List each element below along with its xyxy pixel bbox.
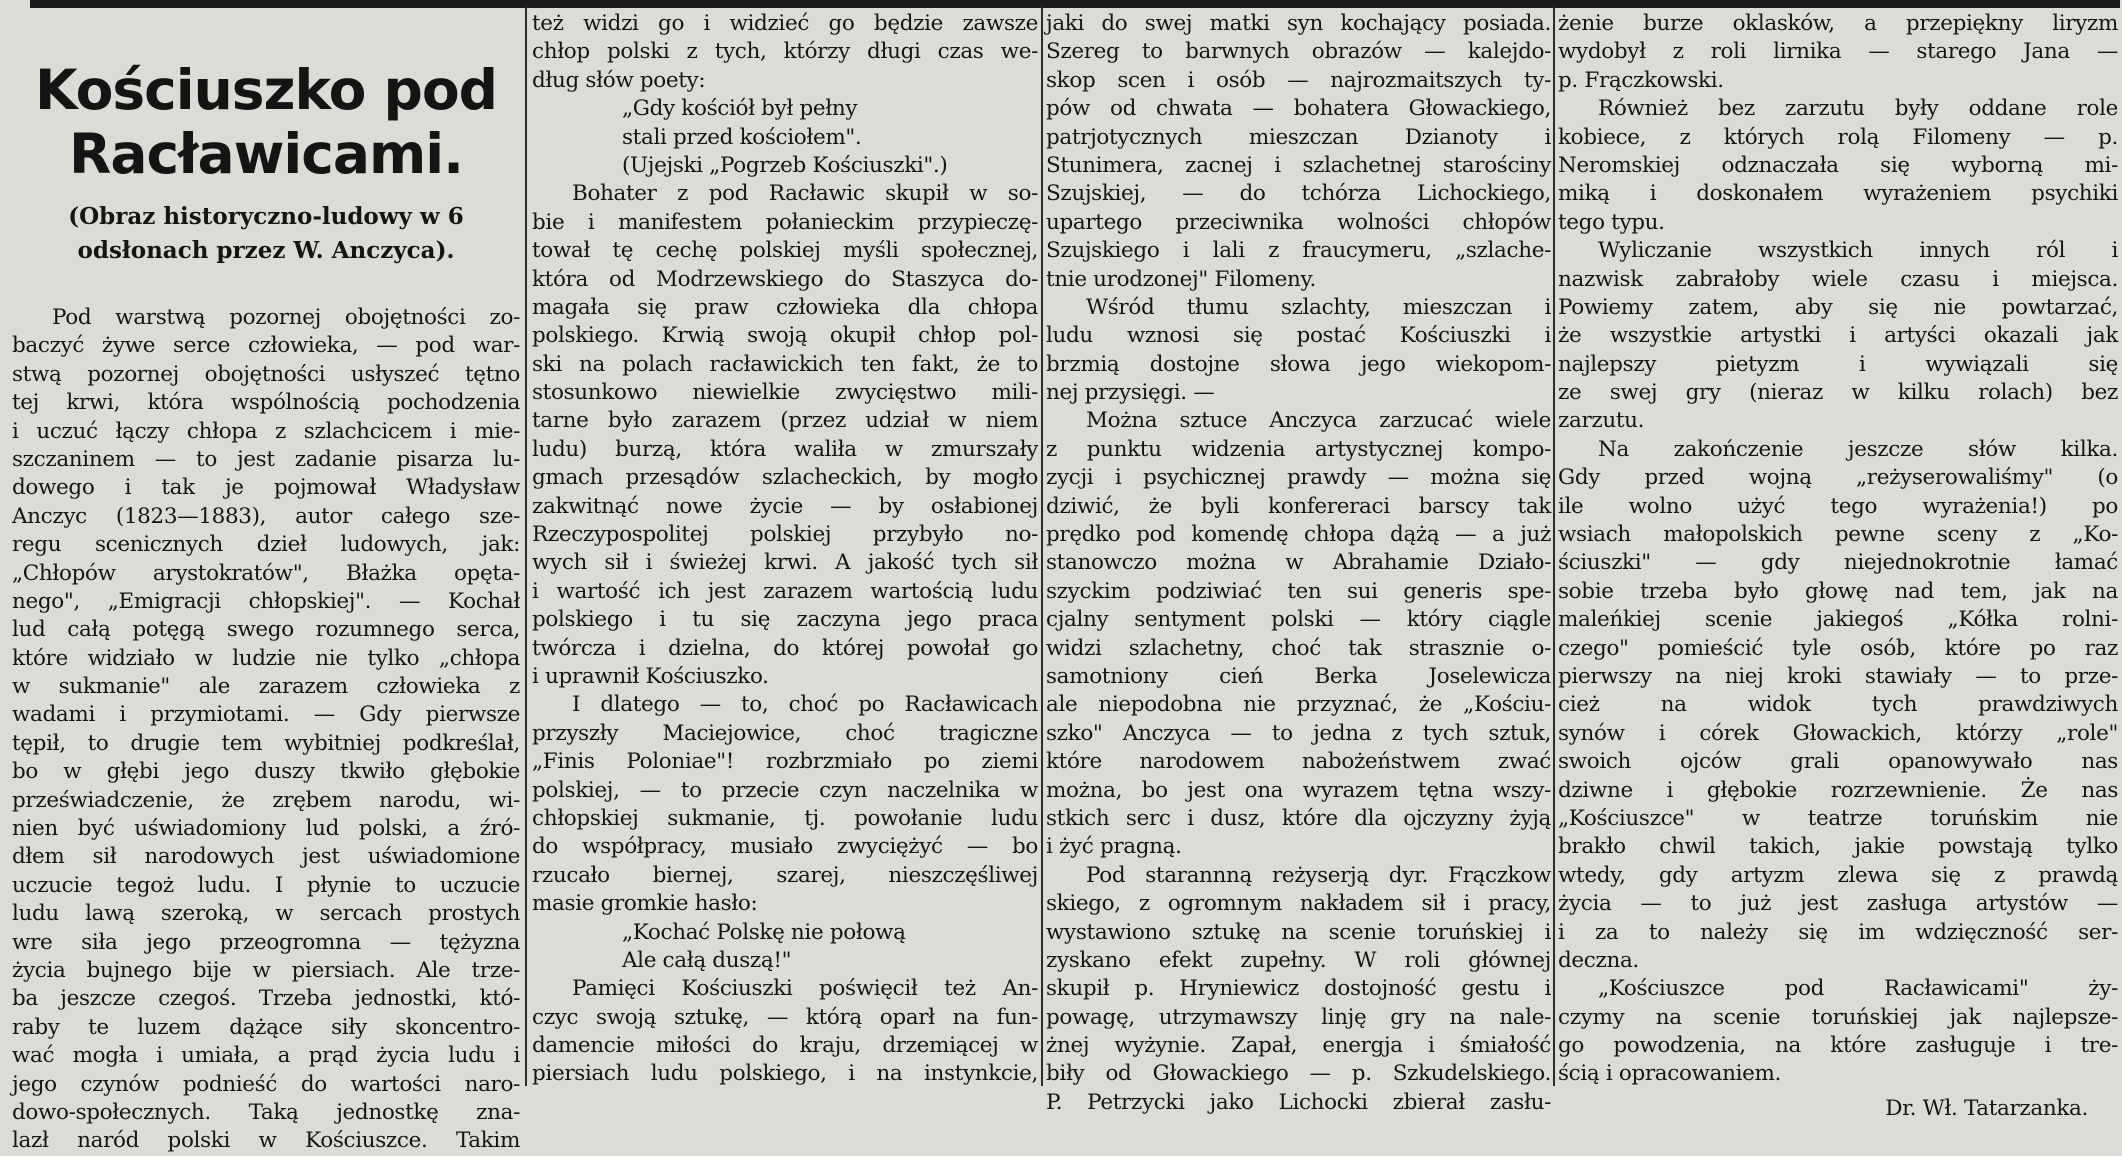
text-line: Rzeczypospolitej polskiej przybyło no- (532, 522, 1038, 548)
text-line: Ale całą duszą!" (622, 947, 792, 973)
text-line: żenie burze oklasków, a przepiękny liryzm (1558, 11, 2118, 36)
text-line: Pod warstwą pozornej obojętności zo- (52, 305, 520, 330)
text-line: Anczyc (1823—1883), autor całego sze- (12, 503, 520, 529)
text-line: Można sztuce Anczyca zarzucać wiele (1086, 408, 1551, 434)
text-line: czego" pomieścić tyle osób, które po raz (1558, 635, 2118, 661)
article-title: Kościuszko pod Racławicami. (34, 58, 498, 186)
text-line: życia bujnego bije w piersiach. Ale trze- (12, 957, 520, 983)
text-line: stwą pozornej obojętności usłyszeć tętno (12, 361, 520, 387)
text-line: że wszystkie artystki i artyści okazali jak (1558, 323, 2118, 349)
text-line: stanowczo można w Abrahamie Działo- (1046, 550, 1551, 576)
text-line: i uprawnił Kościuszko. (532, 663, 769, 689)
text-line: jaki do swej matki syn kochający posiada. (1046, 11, 1551, 36)
text-line: tępił, to drugie tem wybitniej podkreślał, (12, 730, 520, 756)
text-line: czymy na scenie toruńskiej jak najlepsze- (1558, 1004, 2118, 1030)
text-line: ludu) burzą, która waliła w zmurszały (532, 436, 1038, 462)
column-text (12, 304, 520, 1156)
text-line: zarzutu. (1558, 408, 1645, 434)
text-line: „Kościuszce" w teatrze toruńskim nie (1558, 805, 2118, 831)
text-line: swoich ojców grali opanowywało nas (1558, 749, 2118, 775)
text-line: najlepszy pietyzm i wywiązali się (1558, 351, 2118, 377)
text-line: upartego przeciwnika wolności chłopów (1046, 209, 1551, 235)
text-line: zakwitnąć nowe życie — by osłabionej (532, 493, 1038, 519)
text-line: kobiece, z których rolą Filomeny — p. (1558, 124, 2118, 150)
column-divider (1553, 6, 1555, 1086)
text-line: dziwne i głębokie rozrzewnienie. Że nas (1558, 777, 2118, 803)
text-line: ba jeszcze czegoś. Trzeba jednostki, któ- (12, 986, 520, 1012)
text-line: stkich serc i dusz, które dla ojczyzny żyją (1046, 805, 1551, 831)
text-line: synów i córek Głowackich, którzy „role" (1558, 720, 2118, 746)
text-line: „Kochać Polskę nie połową (622, 919, 906, 945)
text-line: Pod starannną reżyserją dyr. Frączkow (1086, 862, 1551, 888)
text-line: prędko pod komendę chłopa dążą — a już (1046, 522, 1551, 548)
text-line: ale niepodobna nie przyznać, że „Kościu- (1046, 692, 1551, 718)
text-line: (Ujejski „Pogrzeb Kościuszki".) (622, 152, 948, 178)
text-line: brakło chwil takich, jakie powstają tylko (1558, 834, 2118, 860)
text-line: stosunkowo niewielkie zwycięstwo mili- (532, 380, 1038, 406)
text-line: szko" Anczyca — to jedna z tych sztuk, (1046, 720, 1551, 746)
text-line: dłem sił narodowych jest uświadomione (12, 844, 520, 870)
text-line: zyskano efekt zupełny. W roli głównej (1046, 947, 1551, 973)
text-line: gmach przesądów szlacheckich, by mogło (532, 465, 1038, 491)
text-line: uczucie tegoż ludu. I płynie to uczucie (12, 872, 520, 898)
column-text (532, 10, 1038, 1089)
text-line: przyszły Maciejowice, choć tragiczne (532, 720, 1038, 746)
text-line: Na zakończenie jeszcze słów kilka. (1598, 436, 2118, 462)
text-line: skupił p. Hryniewicz dostojność gestu i (1046, 976, 1551, 1002)
text-line: polskiego i tu się zaczyna jego praca (532, 607, 1038, 633)
text-line: I dlatego — to, choć po Racławicach (572, 692, 1038, 718)
text-line: patrjotycznych mieszczan Dzianoty i (1046, 124, 1551, 150)
text-line: „Chłopów arystokratów", Błażka opęta- (12, 560, 520, 586)
text-line: szyckim podziwiać ten sui generis spe- (1046, 578, 1551, 604)
text-line: ludu wznosi się postać Kościuszki i (1046, 323, 1551, 349)
text-line: brzmią dostojne słowa jego wiekopom- (1046, 351, 1551, 377)
text-line: nego", „Emigracji chłopskiej". — Kochał (12, 588, 520, 614)
top-rule (30, 0, 2120, 8)
text-line: Szereg to barwnych obrazów — kalejdo- (1046, 39, 1551, 65)
text-line: go powodzenia, na które zasługuje i tre- (1558, 1033, 2118, 1059)
text-line: Wyliczanie wszystkich innych ról i (1598, 238, 2118, 264)
text-line: i za to należy się im wdzięczność ser- (1558, 919, 2118, 945)
text-line: widzi szlachetny, choć tak strasznie o- (1046, 635, 1551, 661)
text-line: ściuszki" — gdy niejednokrotnie łamać (1558, 550, 2118, 576)
text-line: ze swej gry (nieraz w kilku rolach) bez (1558, 380, 2118, 406)
text-line: wać mogła i umiała, a prąd życia ludu i (12, 1043, 520, 1069)
text-line: samotniony cień Berka Joselewicza (1046, 663, 1551, 689)
text-line: lazł naród polski w Kościuszce. Takim (12, 1128, 520, 1154)
text-line: żnej wyżynie. Zapał, energja i śmiałość (1046, 1033, 1551, 1059)
text-line: czyc swoją sztukę, — którą oparł na fun- (532, 1004, 1038, 1030)
text-line: pierwszy na niej kroki stawiały — to prze- (1558, 663, 2118, 689)
text-line: tnie urodzonej" Filomeny. (1046, 266, 1316, 292)
text-line: które narodowem nabożeństwem zwać (1046, 749, 1551, 775)
text-line: nien być uświadomiony lud polski, a źró- (12, 816, 520, 842)
text-line: wtedy, gdy artyzm zlewa się z prawdą (1558, 862, 2118, 888)
text-line: Wśród tłumu szlachty, mieszczan i (1086, 294, 1551, 320)
column-2 (532, 10, 1038, 1086)
text-line: cjalny sentyment polski — który ciągle (1046, 607, 1551, 633)
text-line: rzucało biernej, szarej, nieszczęśliwej (532, 862, 1038, 888)
text-line: cież na widok tych prawdziwych (1558, 692, 2118, 718)
text-line: nej przysięgi. — (1046, 380, 1215, 406)
text-line: zycji i psychicznej prawdy — można się (1046, 465, 1551, 491)
text-line: Szujskiej, — do tchórza Lichockiego, (1046, 181, 1551, 207)
text-line: wadami i przymiotami. — Gdy pierwsze (12, 702, 520, 728)
text-line: z punktu widzenia artystycznej kompo- (1046, 436, 1551, 462)
text-line: piersiach ludu polskiego, i na instynkcie, (532, 1061, 1038, 1087)
text-line: życia — to już jest zasługa artystów — (1558, 891, 2118, 917)
text-line: wsiach małopolskich pewne sceny z „Ko- (1558, 522, 2118, 548)
column-divider (525, 6, 527, 1086)
text-line: magała się praw człowieka dla chłopa (532, 294, 1038, 320)
article-subtitle: (Obraz historyczno-ludowy w 6 odsłonach przez W. Anczyca). (68, 203, 464, 264)
text-line: chłop polski z tych, którzy długi czas we- (532, 39, 1038, 65)
text-line: baczyć żywe serce człowieka, — pod war- (12, 333, 520, 359)
text-line: wystawiono sztukę na scenie toruńskiej i (1046, 919, 1551, 945)
text-line: pów od chwata — bohatera Głowackiego, (1046, 96, 1551, 122)
text-line: raby te luzem dążące siły skoncentro- (12, 1014, 520, 1040)
text-line: dziwić, że byli konfereraci barscy tak (1046, 493, 1551, 519)
text-line: tował tę cechę polskiej myśli społecznej, (532, 238, 1038, 264)
text-line: ludu lawą szeroką, w sercach prostych (12, 901, 520, 927)
text-line: do współpracy, musiało zwyciężyć — bo (532, 834, 1038, 860)
text-line: powagę, utrzymawszy linję gry na nale- (1046, 1004, 1551, 1030)
text-line: damencie miłości do kraju, drzemiącej w (532, 1033, 1038, 1059)
text-line: Bohater z pod Racławic skupił w so- (572, 181, 1038, 207)
text-line: miką i doskonałem wyrażeniem psychiki (1558, 181, 2118, 207)
text-line: twórcza i dzielna, do której powołał go (532, 635, 1038, 661)
text-line: deczna. (1558, 947, 1639, 973)
text-line: szczaninem — to jest zadanie pisarza lu- (12, 446, 520, 472)
column-divider (1041, 6, 1043, 1086)
text-line: Neromskiej odznaczała się wyborną mi- (1558, 152, 2118, 178)
column-4 (1558, 10, 2118, 1121)
text-line: przeświadczenie, że zrębem narodu, wi- (12, 787, 520, 813)
text-line: P. Petrzycki jako Lichocki zbierał zasłu- (1046, 1089, 1551, 1115)
text-line: polskiej, — to przecie czyn naczelnika w (532, 777, 1038, 803)
text-line: polskiego. Krwią swoją okupił chłop pol- (532, 323, 1038, 349)
text-line: tego typu. (1558, 209, 1665, 235)
text-line: i żyć pragną. (1046, 834, 1182, 860)
text-line: i wartość ich jest zarazem wartością ludu (532, 578, 1038, 604)
column-text (1046, 10, 1551, 1117)
text-line: dowego i tak je pojmował Władysław (12, 475, 520, 501)
text-line: Powiemy zatem, aby się nie powtarzać, (1558, 294, 2118, 320)
text-line: dowo-społecznych. Taką jednostkę zna- (12, 1099, 520, 1125)
text-line: Szujskiego i lali z fraucymeru, „szlache- (1046, 238, 1551, 264)
text-line: tej krwi, która wspólnością pochodzenia (12, 390, 520, 416)
text-line: „Kościuszce pod Racławicami" ży- (1598, 976, 2118, 1002)
text-line: ścią i opracowaniem. (1558, 1061, 1781, 1087)
text-line: ski na polach racławickich ten fakt, że to (532, 351, 1038, 377)
column-text (1558, 10, 2118, 1089)
text-line: dług słów poety: (532, 67, 706, 93)
text-line: które widziało w ludzie nie tylko „chłopa (12, 645, 520, 671)
text-line: lud całą potęgą swego rozumnego serca, (12, 617, 520, 643)
text-line: można, bo jest ona wyrazem tętna wszy- (1046, 777, 1551, 803)
text-line: wych sił i świeżej krwi. A jakość tych sił (532, 550, 1038, 576)
column-3 (1046, 10, 1551, 1115)
text-line: Gdy przed wojną „reżyserowaliśmy" (o (1558, 465, 2118, 491)
text-line: maleńkiej scenie jakiegoś „Kółka rolni- (1558, 607, 2118, 633)
column-1 (12, 10, 520, 1154)
text-line: jego czynów podnieść do wartości naro- (12, 1071, 520, 1097)
text-line: masie gromkie hasło: (532, 891, 758, 917)
text-line: w sukmanie" ale zarazem człowieka z (12, 674, 520, 700)
text-line: i uczuć łączy chłopa z szlachcicem i mie- (12, 418, 520, 444)
text-line: stali przed kościołem". (622, 124, 862, 150)
text-line: która od Modrzewskiego do Staszyca do- (532, 266, 1038, 292)
text-line: bie i manifestem połanieckim przypieczę- (532, 209, 1038, 235)
text-line: „Gdy kościół był pełny (622, 96, 858, 122)
text-line: skop scen i osób — najrozmaitszych ty- (1046, 67, 1551, 93)
text-line: p. Frączkowski. (1558, 67, 1724, 93)
text-line: wydobył z roli lirnika — starego Jana — (1558, 39, 2118, 65)
author-signature: Dr. Wł. Tatarzanka. (1885, 1095, 2088, 1121)
text-line: wre siła jego przeogromna — tężyzna (12, 929, 520, 955)
text-line: tarne było zarazem (przez udział w niem (532, 408, 1038, 434)
text-line: skiego, z ogromnym nakładem sił i pracy, (1046, 891, 1551, 917)
text-line: „Finis Poloniae"! rozbrzmiało po ziemi (532, 749, 1038, 775)
text-line: nazwisk zabrałoby wiele czasu i miejsca. (1558, 266, 2118, 292)
text-line: Również bez zarzutu były oddane role (1598, 96, 2118, 122)
text-line: Pamięci Kościuszki poświęcił też An- (572, 976, 1038, 1002)
text-line: chłopskiej sukmanie, tj. powołanie ludu (532, 805, 1038, 831)
text-line: ile wolno użyć tego wyrażenia!) po (1558, 493, 2118, 519)
text-line: bo w głębi jego duszy tkwiło głębokie (12, 759, 520, 785)
text-line: Stunimera, zacnej i szlachetnej starościny (1046, 152, 1551, 178)
text-line: regu scenicznych dzieł ludowych, jak: (12, 532, 520, 558)
text-line: biły od Głowackiego — p. Szkudelskiego. (1046, 1061, 1551, 1087)
text-line: sobie trzeba było głowę nad tem, jak na (1558, 578, 2118, 604)
text-line: też widzi go i widzieć go będzie zawsze (532, 11, 1038, 36)
